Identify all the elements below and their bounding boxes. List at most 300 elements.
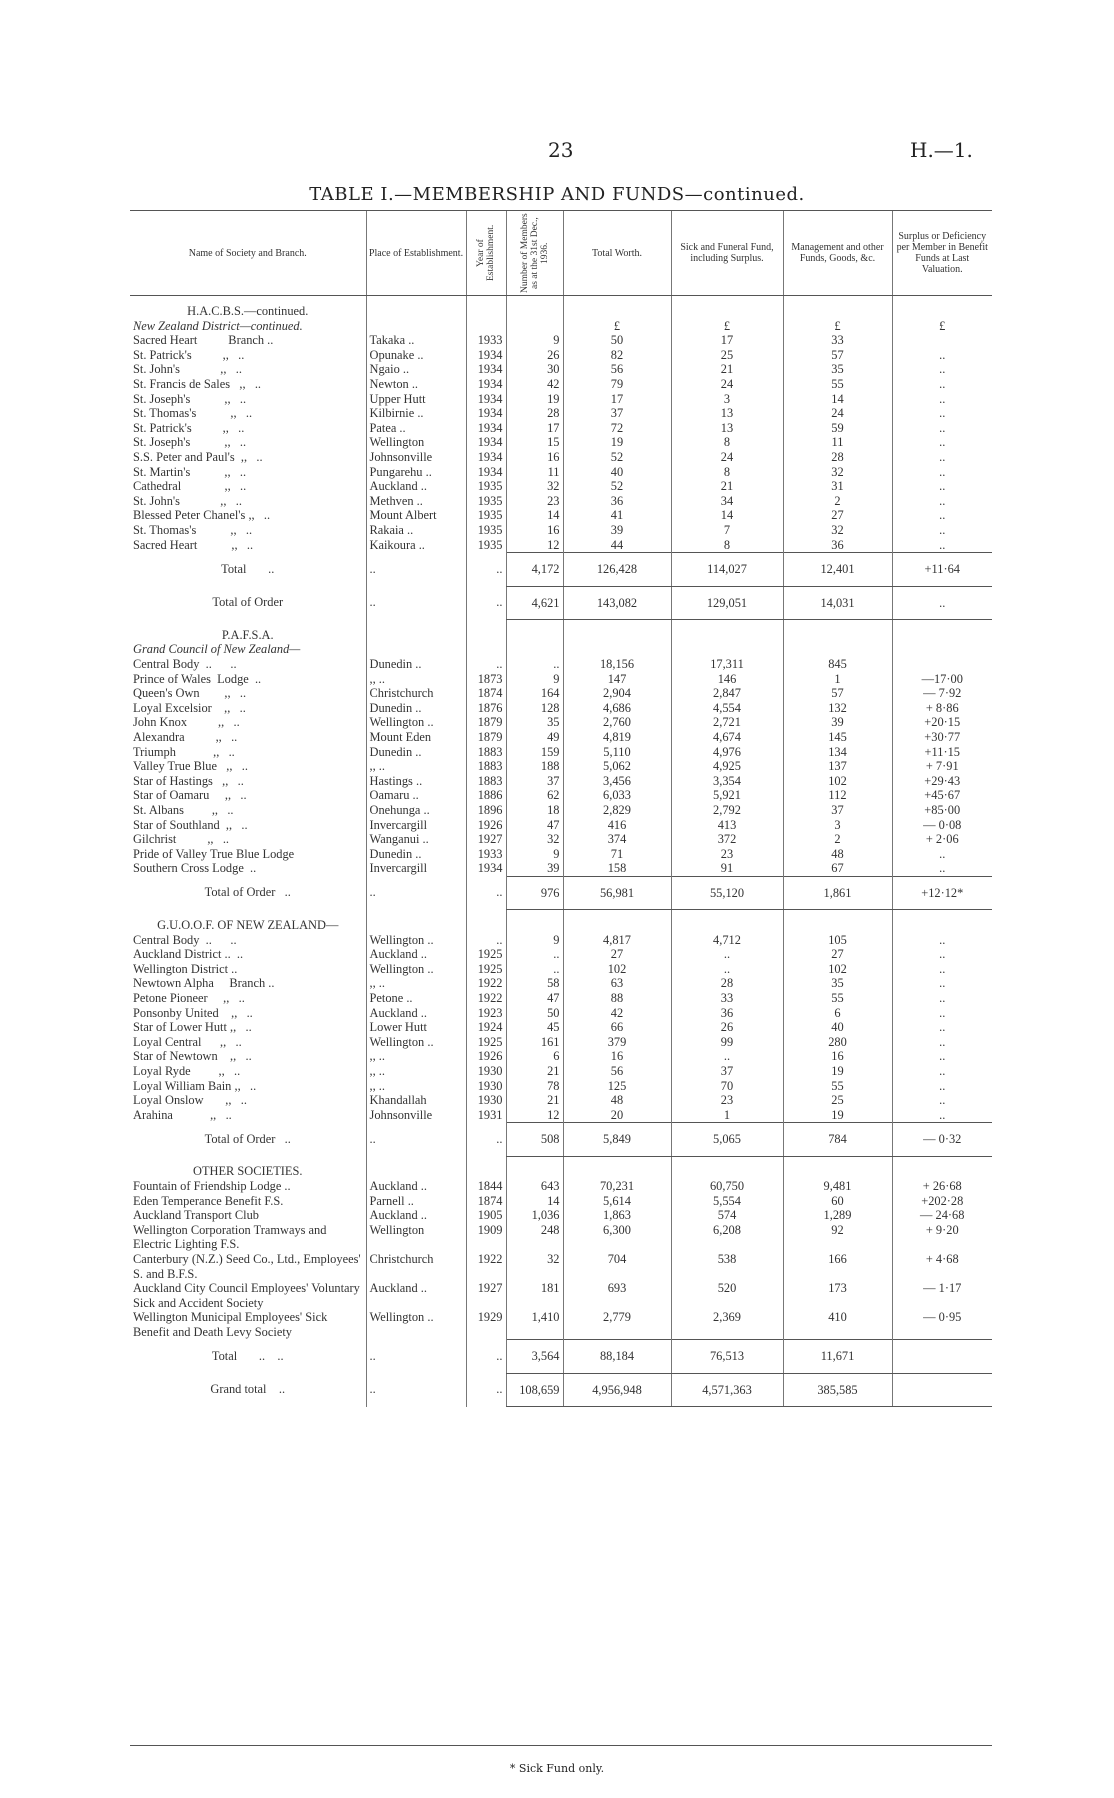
cell-worth: 56 — [563, 1064, 671, 1079]
currency-symbol — [506, 319, 563, 334]
empty-cell — [783, 642, 892, 657]
cell-year: 1923 — [466, 1006, 506, 1021]
cell-surplus: .. — [892, 976, 992, 991]
cell-year: 1935 — [466, 494, 506, 509]
society-name: Central Body .. .. — [133, 656, 237, 671]
cell-year: 1883 — [466, 745, 506, 760]
cell-worth: 17 — [563, 392, 671, 407]
cell-sick: 8 — [671, 435, 783, 450]
cell-worth: 2,760 — [563, 715, 671, 730]
table-row — [130, 730, 992, 745]
cell-surplus: .. — [892, 538, 992, 553]
cell-place: Wellington .. — [366, 1035, 466, 1050]
cell-year: 1874 — [466, 1194, 506, 1209]
empty-cell — [466, 620, 506, 643]
empty-cell — [671, 1156, 783, 1179]
cell-sick: 34 — [671, 494, 783, 509]
cell-year: 1931 — [466, 1108, 506, 1123]
cell-surplus: — 0·95 — [892, 1310, 992, 1339]
cell-members: 3,564 — [506, 1340, 563, 1374]
cell-surplus: — 1·17 — [892, 1281, 992, 1310]
cell-place: Dunedin .. — [366, 847, 466, 862]
table-row — [130, 1020, 992, 1035]
cell-year: 1934 — [466, 362, 506, 377]
cell-place: Pungarehu .. — [366, 465, 466, 480]
cell-place: Auckland .. — [366, 1281, 466, 1310]
cell-worth: 52 — [563, 479, 671, 494]
cell-year: 1886 — [466, 788, 506, 803]
cell-year: 1924 — [466, 1020, 506, 1035]
cell-place: .. — [366, 1373, 466, 1407]
empty-cell — [671, 910, 783, 933]
cell-surplus: .. — [892, 523, 992, 538]
empty-cell — [563, 620, 671, 643]
cell-year: 1874 — [466, 686, 506, 701]
cell-place: ,, .. — [366, 1049, 466, 1064]
cell-mgmt: 60 — [783, 1194, 892, 1209]
cell-members: 32 — [506, 1252, 563, 1281]
cell-worth: 82 — [563, 348, 671, 363]
cell-sick: 538 — [671, 1252, 783, 1281]
cell-members: 30 — [506, 362, 563, 377]
total-row — [130, 586, 992, 620]
cell-mgmt: 24 — [783, 406, 892, 421]
cell-mgmt: 105 — [783, 933, 892, 948]
cell-place: Wanganui .. — [366, 832, 466, 847]
cell-place: Mount Eden — [366, 730, 466, 745]
society-name: Wellington District .. — [133, 961, 238, 976]
empty-cell — [783, 910, 892, 933]
cell-mgmt: 35 — [783, 976, 892, 991]
cell-place: Wellington .. — [366, 962, 466, 977]
cell-sick: 413 — [671, 818, 783, 833]
table-row — [130, 947, 992, 962]
cell-year: 1883 — [466, 774, 506, 789]
cell-sick: 2,847 — [671, 686, 783, 701]
cell-worth: 6,300 — [563, 1223, 671, 1252]
cell-worth: 88 — [563, 991, 671, 1006]
cell-place: Dunedin .. — [366, 745, 466, 760]
society-name: Blessed Peter Chanel's ,, .. — [133, 508, 271, 523]
cell-year: 1930 — [466, 1093, 506, 1108]
society-name: Loyal Onslow ,, .. — [133, 1093, 247, 1108]
table-row — [130, 686, 992, 701]
cell-place: Auckland .. — [366, 479, 466, 494]
society-name: St. Albans ,, .. — [133, 802, 234, 817]
cell-worth: 6,033 — [563, 788, 671, 803]
society-name: Auckland District .. .. — [133, 947, 244, 962]
cell-worth: 158 — [563, 861, 671, 876]
society-name: Newtown Alpha Branch .. — [133, 976, 275, 991]
cell-place: .. — [366, 876, 466, 910]
cell-surplus: .. — [892, 479, 992, 494]
cell-mgmt: 1 — [783, 672, 892, 687]
table-row — [130, 1281, 992, 1310]
cell-mgmt: 385,585 — [783, 1373, 892, 1407]
cell-surplus: +11·15 — [892, 745, 992, 760]
cell-surplus: .. — [892, 494, 992, 509]
table-row — [130, 1310, 992, 1339]
cell-mgmt: 102 — [783, 774, 892, 789]
society-name: Total .. .. — [211, 1348, 284, 1363]
cell-mgmt: 132 — [783, 701, 892, 716]
society-name: St. Thomas's ,, .. — [133, 406, 253, 421]
empty-cell — [366, 296, 466, 319]
cell-members: 35 — [506, 715, 563, 730]
cell-worth: 52 — [563, 450, 671, 465]
cell-surplus: — 0·32 — [892, 1123, 992, 1157]
cell-members: 23 — [506, 494, 563, 509]
society-name: Total of Order — [212, 595, 284, 610]
cell-sick: 36 — [671, 1006, 783, 1021]
table-row — [130, 1208, 992, 1223]
empty-cell — [506, 1156, 563, 1179]
table-row — [130, 847, 992, 862]
cell-sick: 60,750 — [671, 1179, 783, 1194]
empty-cell — [366, 642, 466, 657]
cell-members: 4,621 — [506, 586, 563, 620]
cell-members: 18 — [506, 803, 563, 818]
cell-members: 15 — [506, 435, 563, 450]
cell-mgmt: 137 — [783, 759, 892, 774]
cell-worth: 126,428 — [563, 553, 671, 587]
society-name: Central Body .. .. — [133, 932, 237, 947]
cell-members: 9 — [506, 933, 563, 948]
cell-place: ,, .. — [366, 759, 466, 774]
cell-worth: 3,456 — [563, 774, 671, 789]
cell-surplus: .. — [892, 861, 992, 876]
total-row — [130, 553, 992, 587]
cell-sick: 4,712 — [671, 933, 783, 948]
cell-surplus: .. — [892, 362, 992, 377]
empty-cell — [783, 620, 892, 643]
cell-members: 39 — [506, 861, 563, 876]
table-row — [130, 832, 992, 847]
table-row — [130, 479, 992, 494]
table-row — [130, 861, 992, 876]
col-header-year — [466, 211, 506, 296]
membership-funds-table — [130, 210, 992, 1407]
table-row — [130, 1035, 992, 1050]
cell-mgmt: 19 — [783, 1108, 892, 1123]
empty-cell — [563, 642, 671, 657]
society-name: Wellington Corporation Tramways and Electric Lighting F.S. — [133, 1222, 330, 1252]
cell-members: 4,172 — [506, 553, 563, 587]
society-name: Southern Cross Lodge .. — [133, 861, 257, 876]
empty-cell — [563, 296, 671, 319]
cell-place: ,, .. — [366, 1079, 466, 1094]
society-name: Star of Hastings ,, .. — [133, 773, 244, 788]
cell-surplus: .. — [892, 1064, 992, 1079]
cell-mgmt: 6 — [783, 1006, 892, 1021]
cell-year: 1927 — [466, 1281, 506, 1310]
section-name: G.U.O.O.F. OF NEW ZEALAND— — [157, 917, 339, 932]
cell-year: 1925 — [466, 947, 506, 962]
cell-place: .. — [366, 1123, 466, 1157]
cell-sick: 21 — [671, 362, 783, 377]
cell-sick: 70 — [671, 1079, 783, 1094]
cell-sick: 37 — [671, 1064, 783, 1079]
table-row — [130, 991, 992, 1006]
cell-mgmt: 12,401 — [783, 553, 892, 587]
cell-members: 14 — [506, 1194, 563, 1209]
society-name: Auckland City Council Employees' Voluntary Sick and Accident Society — [133, 1281, 363, 1310]
cell-members: 6 — [506, 1049, 563, 1064]
cell-surplus: — 7·92 — [892, 686, 992, 701]
cell-surplus: .. — [892, 1006, 992, 1021]
cell-sick: 7 — [671, 523, 783, 538]
section-heading-row — [130, 1156, 992, 1179]
cell-surplus: .. — [892, 1049, 992, 1064]
cell-worth: 44 — [563, 538, 671, 553]
society-name: Grand total .. — [210, 1382, 286, 1397]
cell-sick: 2,369 — [671, 1310, 783, 1339]
cell-members: .. — [506, 962, 563, 977]
cell-surplus: +85·00 — [892, 803, 992, 818]
cell-members: 9 — [506, 672, 563, 687]
cell-year: 1935 — [466, 479, 506, 494]
cell-members: 32 — [506, 832, 563, 847]
cell-surplus: .. — [892, 1035, 992, 1050]
society-name: Prince of Wales Lodge .. — [133, 671, 262, 686]
cell-worth: 5,062 — [563, 759, 671, 774]
table-row — [130, 1049, 992, 1064]
cell-mgmt: 19 — [783, 1064, 892, 1079]
table-row — [130, 348, 992, 363]
cell-year: 1934 — [466, 421, 506, 436]
cell-mgmt: 36 — [783, 538, 892, 553]
table-header-row — [130, 211, 992, 296]
cell-surplus: .. — [892, 450, 992, 465]
cell-sick: 114,027 — [671, 553, 783, 587]
society-name: Auckland Transport Club — [133, 1208, 259, 1223]
cell-worth: 88,184 — [563, 1340, 671, 1374]
cell-worth: 40 — [563, 465, 671, 480]
society-name: St. Patrick's ,, .. — [133, 347, 245, 362]
cell-worth: 79 — [563, 377, 671, 392]
cell-sick: 4,976 — [671, 745, 783, 760]
empty-cell — [892, 620, 992, 643]
col-header-surplus: Surplus or Deficiency per Member in Benefit Funds at Last Valuation. — [892, 211, 992, 296]
cell-mgmt: 55 — [783, 377, 892, 392]
society-name: Petone Pioneer ,, .. — [133, 990, 245, 1005]
empty-cell — [506, 910, 563, 933]
cell-sick: 2,721 — [671, 715, 783, 730]
cell-surplus: .. — [892, 377, 992, 392]
cell-surplus: + 9·20 — [892, 1223, 992, 1252]
cell-place: Takaka .. — [366, 333, 466, 348]
cell-members: 21 — [506, 1064, 563, 1079]
cell-mgmt: 27 — [783, 947, 892, 962]
cell-year: 1934 — [466, 435, 506, 450]
cell-mgmt: 57 — [783, 348, 892, 363]
table-row — [130, 406, 992, 421]
cell-mgmt: 166 — [783, 1252, 892, 1281]
table-row — [130, 657, 992, 672]
cell-sick: 23 — [671, 1093, 783, 1108]
table-title: TABLE I.—MEMBERSHIP AND FUNDS—continued. — [309, 184, 805, 205]
cell-worth: 50 — [563, 333, 671, 348]
cell-surplus: .. — [892, 421, 992, 436]
cell-mgmt: 39 — [783, 715, 892, 730]
cell-members: 42 — [506, 377, 563, 392]
cell-surplus: + 7·91 — [892, 759, 992, 774]
table-row — [130, 508, 992, 523]
empty-cell — [563, 1156, 671, 1179]
cell-sick: 1 — [671, 1108, 783, 1123]
cell-members: .. — [506, 947, 563, 962]
cell-members: 164 — [506, 686, 563, 701]
cell-place: Dunedin .. — [366, 701, 466, 716]
cell-surplus — [892, 1340, 992, 1374]
section-heading-row — [130, 620, 992, 643]
cell-sick: 6,208 — [671, 1223, 783, 1252]
cell-surplus: +202·28 — [892, 1194, 992, 1209]
cell-worth: 72 — [563, 421, 671, 436]
cell-place: Auckland .. — [366, 1208, 466, 1223]
cell-mgmt: 67 — [783, 861, 892, 876]
table-row — [130, 1093, 992, 1108]
cell-sick: .. — [671, 947, 783, 962]
society-name: Sacred Heart Branch .. — [133, 333, 274, 348]
cell-worth: 125 — [563, 1079, 671, 1094]
cell-worth: 42 — [563, 1006, 671, 1021]
cell-worth: 143,082 — [563, 586, 671, 620]
table-row — [130, 788, 992, 803]
society-name: Star of Oamaru ,, .. — [133, 788, 247, 803]
cell-members: 62 — [506, 788, 563, 803]
total-row — [130, 876, 992, 910]
cell-worth: 37 — [563, 406, 671, 421]
cell-place: Invercargill — [366, 818, 466, 833]
empty-cell — [366, 910, 466, 933]
society-name: Arahina ,, .. — [133, 1107, 232, 1122]
cell-mgmt: 11,671 — [783, 1340, 892, 1374]
cell-place: Lower Hutt — [366, 1020, 466, 1035]
society-name: St. John's ,, .. — [133, 362, 242, 377]
cell-year: 1929 — [466, 1310, 506, 1339]
cell-year: 1876 — [466, 701, 506, 716]
empty-cell — [466, 1156, 506, 1179]
cell-mgmt: 1,289 — [783, 1208, 892, 1223]
cell-worth: 102 — [563, 962, 671, 977]
cell-year: .. — [466, 1340, 506, 1374]
cell-surplus: .. — [892, 991, 992, 1006]
cell-worth: 19 — [563, 435, 671, 450]
cell-mgmt: 25 — [783, 1093, 892, 1108]
cell-surplus: .. — [892, 392, 992, 407]
cell-mgmt: 32 — [783, 465, 892, 480]
cell-sick: 55,120 — [671, 876, 783, 910]
cell-members: 128 — [506, 701, 563, 716]
cell-year: .. — [466, 1123, 506, 1157]
table-row — [130, 745, 992, 760]
table-row — [130, 494, 992, 509]
society-name: Loyal Excelsior ,, .. — [133, 700, 246, 715]
society-name: Star of Lower Hutt ,, .. — [133, 1020, 252, 1035]
cell-sick: .. — [671, 962, 783, 977]
cell-mgmt: 3 — [783, 818, 892, 833]
society-name: Eden Temperance Benefit F.S. — [133, 1193, 284, 1208]
cell-year: 1922 — [466, 1252, 506, 1281]
cell-sick: 129,051 — [671, 586, 783, 620]
empty-cell — [671, 296, 783, 319]
cell-members: 26 — [506, 348, 563, 363]
cell-place: Invercargill — [366, 861, 466, 876]
cell-worth: 48 — [563, 1093, 671, 1108]
cell-sick: 28 — [671, 976, 783, 991]
col-header-members-text: Number of Members as at the 31st Dec., 1936. — [519, 213, 550, 293]
col-header-mgmt: Management and other Funds, Goods, &c. — [783, 211, 892, 296]
society-name: Star of Southland ,, .. — [133, 817, 248, 832]
cell-sick: .. — [671, 1049, 783, 1064]
cell-worth: 70,231 — [563, 1179, 671, 1194]
cell-place: Dunedin .. — [366, 657, 466, 672]
section-subheading-row — [130, 642, 992, 657]
cell-worth: 4,686 — [563, 701, 671, 716]
cell-place: Opunake .. — [366, 348, 466, 363]
section-name: OTHER SOCIETIES. — [193, 1164, 303, 1179]
cell-mgmt: 2 — [783, 494, 892, 509]
society-name: St. Martin's ,, .. — [133, 464, 247, 479]
cell-members: 21 — [506, 1093, 563, 1108]
society-name: Loyal Ryde ,, .. — [133, 1063, 241, 1078]
empty-cell — [466, 642, 506, 657]
cell-members: 47 — [506, 818, 563, 833]
cell-sick: 33 — [671, 991, 783, 1006]
cell-place: Rakaia .. — [366, 523, 466, 538]
table-row — [130, 362, 992, 377]
cell-sick: 24 — [671, 450, 783, 465]
cell-place: Kaikoura .. — [366, 538, 466, 553]
table-row — [130, 715, 992, 730]
cell-worth: 5,110 — [563, 745, 671, 760]
cell-mgmt: 410 — [783, 1310, 892, 1339]
cell-mgmt: 35 — [783, 362, 892, 377]
cell-year: 1930 — [466, 1064, 506, 1079]
cell-mgmt: 1,861 — [783, 876, 892, 910]
currency-symbol: £ — [892, 319, 992, 334]
cell-mgmt: 57 — [783, 686, 892, 701]
cell-sick: 520 — [671, 1281, 783, 1310]
section-subheading-row — [130, 319, 992, 334]
cell-mgmt: 40 — [783, 1020, 892, 1035]
membership-table-container — [130, 210, 992, 1407]
cell-mgmt: 16 — [783, 1049, 892, 1064]
table-row — [130, 377, 992, 392]
cell-year: .. — [466, 586, 506, 620]
cell-worth: 27 — [563, 947, 671, 962]
table-row — [130, 1194, 992, 1209]
cell-sick: 99 — [671, 1035, 783, 1050]
cell-worth: 36 — [563, 494, 671, 509]
cell-surplus: .. — [892, 1020, 992, 1035]
cell-place: Mount Albert — [366, 508, 466, 523]
cell-place: Kilbirnie .. — [366, 406, 466, 421]
cell-place: Wellington — [366, 435, 466, 450]
cell-surplus: .. — [892, 947, 992, 962]
cell-year: 1925 — [466, 1035, 506, 1050]
empty-cell — [466, 296, 506, 319]
cell-mgmt: 845 — [783, 657, 892, 672]
society-name: Fountain of Friendship Lodge .. — [133, 1178, 291, 1193]
cell-year: 1933 — [466, 847, 506, 862]
cell-sick: 25 — [671, 348, 783, 363]
cell-mgmt: 33 — [783, 333, 892, 348]
society-name: Ponsonby United ,, .. — [133, 1005, 253, 1020]
total-row — [130, 1373, 992, 1407]
cell-mgmt: 173 — [783, 1281, 892, 1310]
